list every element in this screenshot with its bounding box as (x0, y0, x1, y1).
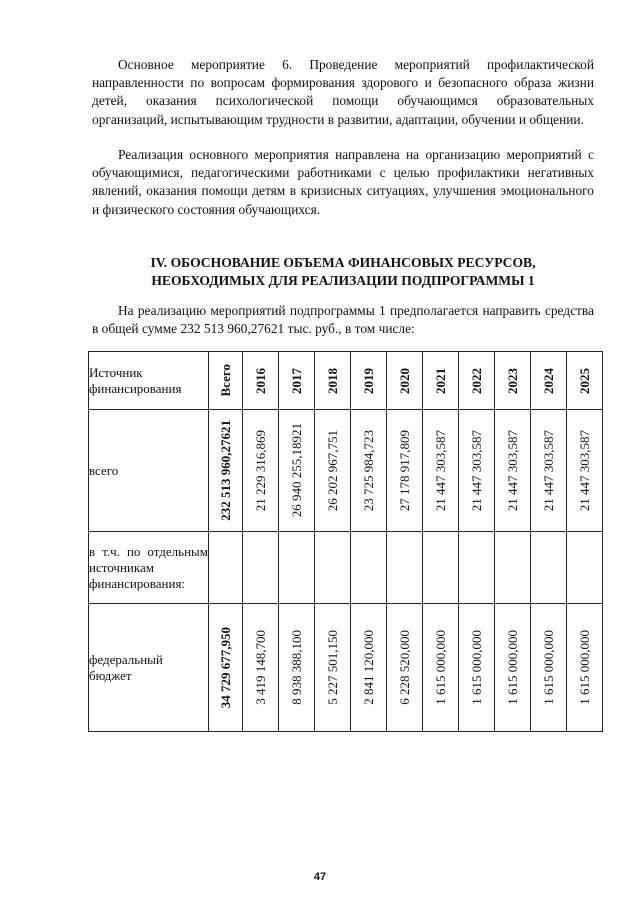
header-year (495, 352, 531, 410)
cell-year (459, 604, 495, 732)
cell-year (387, 604, 423, 732)
header-year-label: 2020 (396, 367, 412, 394)
table-header-row (89, 352, 603, 410)
cell-value: 232 513 960,27621 (217, 420, 233, 521)
header-year (279, 352, 315, 410)
cell-value: 1 615 000,000 (504, 630, 520, 705)
cell-value: 21 447 303,587 (432, 429, 448, 512)
header-year (531, 352, 567, 410)
cell-year (387, 410, 423, 532)
cell-year (279, 410, 315, 532)
intro-paragraph (92, 302, 594, 338)
cell-empty (351, 532, 387, 604)
cell-value: 1 615 000,000 (576, 630, 592, 705)
cell-year (423, 410, 459, 532)
cell-empty (315, 532, 351, 604)
row-label-federal: федеральный бюджет (89, 604, 209, 732)
section-heading-line-2: НЕОБХОДИМЫХ ДЛЯ РЕАЛИЗАЦИИ ПОДПРОГРАММЫ 1 (151, 273, 535, 288)
cell-year (315, 410, 351, 532)
cell-value: 26 940 255,18921 (288, 423, 304, 518)
header-year (351, 352, 387, 410)
cell-value: 26 202 967,751 (324, 429, 340, 512)
page-number: 47 (313, 871, 327, 883)
cell-year (351, 604, 387, 732)
cell-value: 2 841 120,000 (360, 630, 376, 705)
header-year (567, 352, 603, 410)
cell-year (531, 604, 567, 732)
cell-total (209, 410, 243, 532)
cell-value: 21 447 303,587 (468, 429, 484, 512)
intro-text: На реализацию мероприятий подпрограммы 1 предполагается направить средства в общей сумме 232 513 960,27621 тыс. руб., в том числе: (92, 303, 594, 337)
row-label-by-source: в т.ч. по отдельным источникам финансирования: (89, 532, 209, 604)
paragraph-main-event-6 (92, 56, 594, 129)
cell-value: 1 615 000,000 (468, 630, 484, 705)
header-year-label: 2018 (324, 367, 340, 394)
cell-year (315, 604, 351, 732)
cell-value: 21 447 303,587 (576, 429, 592, 512)
paragraph-text: Реализация основного мероприятия направлена на организацию мероприятий с обучающимися, педагогическими работниками с целью профилактики негативных явлений, оказания помощи детям в кризисных ситуациях, улучшения эмоционального и физического состояния обучающихся. (92, 147, 594, 217)
header-total (209, 352, 243, 410)
cell-empty (459, 532, 495, 604)
cell-empty (495, 532, 531, 604)
table-row-by-source (89, 532, 603, 604)
cell-year (279, 604, 315, 732)
cell-total (209, 604, 243, 732)
cell-year (495, 604, 531, 732)
cell-year (423, 604, 459, 732)
cell-value: 21 447 303,587 (504, 429, 520, 512)
header-year (387, 352, 423, 410)
cell-year (495, 410, 531, 532)
header-year-label: 2016 (252, 367, 268, 394)
cell-empty (567, 532, 603, 604)
cell-year (567, 604, 603, 732)
header-year-label: 2021 (432, 367, 448, 394)
cell-empty (279, 532, 315, 604)
cell-value: 5 227 501,150 (324, 630, 340, 705)
cell-value: 27 178 917,809 (396, 429, 412, 512)
section-heading-line-1: IV. ОБОСНОВАНИЕ ОБЪЕМА ФИНАНСОВЫХ РЕСУРСОВ, (150, 255, 536, 270)
header-year-label: 2024 (540, 367, 556, 394)
cell-value: 21 229 316,869 (252, 429, 268, 512)
header-total-label: Всего (217, 364, 233, 397)
cell-year (243, 604, 279, 732)
cell-empty (531, 532, 567, 604)
cell-value: 8 938 388,100 (288, 630, 304, 705)
header-year-label: 2023 (504, 367, 520, 394)
paragraph-implementation (92, 146, 594, 219)
cell-year (351, 410, 387, 532)
cell-empty (423, 532, 459, 604)
header-year-label: 2019 (360, 367, 376, 394)
cell-empty (387, 532, 423, 604)
header-year (459, 352, 495, 410)
cell-value: 6 228 520,000 (396, 630, 412, 705)
row-label-total: всего (89, 410, 209, 532)
table-row-federal (89, 604, 603, 732)
table-row-total (89, 410, 603, 532)
cell-value: 1 615 000,000 (432, 630, 448, 705)
header-year-label: 2017 (288, 367, 304, 394)
paragraph-text: Основное мероприятие 6. Проведение мероприятий профилактической направленности по вопросам формирования здорового и безопасного образа жизни детей, оказания психологической помощи обучающимся образовательных организаций, испытывающим трудности в развитии, адаптации, обучении и общении. (92, 57, 594, 127)
header-year (243, 352, 279, 410)
header-year-label: 2025 (576, 367, 592, 394)
header-source: Источник финансирования (89, 352, 209, 410)
header-year-label: 2022 (468, 367, 484, 394)
cell-year (531, 410, 567, 532)
cell-empty (209, 532, 243, 604)
header-year (315, 352, 351, 410)
cell-empty (243, 532, 279, 604)
section-heading (92, 254, 594, 290)
cell-value: 1 615 000,000 (540, 630, 556, 705)
header-year (423, 352, 459, 410)
cell-value: 34 729 677,950 (217, 626, 233, 709)
cell-value: 23 725 984,723 (360, 429, 376, 512)
cell-year (567, 410, 603, 532)
financing-table (88, 351, 603, 732)
cell-year (459, 410, 495, 532)
cell-year (243, 410, 279, 532)
cell-value: 21 447 303,587 (540, 429, 556, 512)
cell-value: 3 419 148,700 (252, 630, 268, 705)
